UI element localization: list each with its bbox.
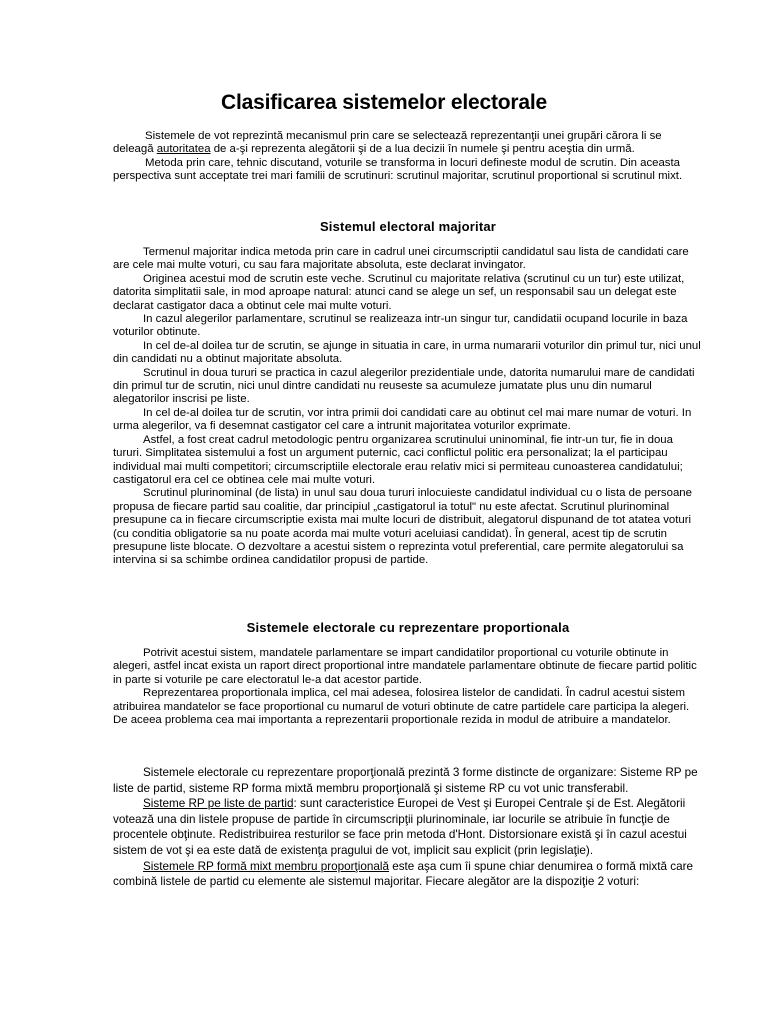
majoritar-paragraph: Termenul majoritar indica metoda prin care in cadrul unei circumscriptii candidatul sau lista de candidati care are cele mai multe voturi, cu sau fara majoritate absoluta, este declarat invingator. <box>113 246 689 272</box>
forme-text: : sunt caracteristice Europei de Vest şi Europei Centrale şi de Est. Alegătorii votează una din listele propuse de partide în circumscripţii plurinominale, iar locurile se atribuie în funcţie de procentele obţinute. Redistribuirea resturilor se face prin metoda d'Hont. Distorsionare există şi în cazul acestui sistem de vot şi ea este dată de existenţa pragului de vot, implicit sau explicit (prin legislaţie). <box>113 797 687 857</box>
majoritar-paragraph: In cazul alegerilor parlamentare, scrutinul se realizeaza intr-un singur tur, candidatii ocupand locurile in baza voturilor obtinute. <box>113 313 688 339</box>
majoritar-section <box>113 246 703 568</box>
majoritar-paragraph: Originea acestui mod de scrutin este veche. Scrutinul cu majoritate relativa (scrutinul cu un tur) este utilizat, datorita simplitatii sale, in mod aproape natural: atunci cand se alege un sef, un responsabil sau un delegat este declarat castigator daca a obtinut cele mai multe voturi. <box>113 272 685 312</box>
forme-section <box>113 765 703 890</box>
section-heading-majoritar: Sistemul electoral majoritar <box>319 219 497 234</box>
majoritar-paragraph: Scrutinul plurinominal (de lista) in unul sau doua tururi inlocuieste candidatul individual cu o lista de persoane propusa de fiecare partid sau coalitie, dar principiul „castigatorul ia totul" nu este afectat. Scrutinul plurinominal presupune ca in fiecare circumscriptie exista mai multe locuri de distribuit, alegatorul dispunand de tot atatea voturi (cu conditia obligatorie sa nu poate acorda mai multe voturi aceluiasi candidat). În general, acest tip de scrutin presupune liste blocate. O dezvoltare a acestui sistem o reprezinta votul preferential, care permite alegatorului sa intervina si sa schimbe ordinea candidatilor propusi de partide. <box>113 487 692 567</box>
autoritatea-link[interactable]: autoritatea <box>156 143 211 156</box>
intro-paragraph-1 <box>113 130 703 157</box>
majoritar-heading-wrap <box>113 219 703 234</box>
intro-paragraph-2: Metoda prin care, tehnic discutand, voturile se transforma in locuri defineste modul de scrutin. Din aceasta perspectiva sunt acceptate trei mari familii de scrutinuri: scrutinul majoritar, scrutinul proportional si scrutinul mixt. <box>113 156 683 183</box>
majoritar-paragraph: In cel de-al doilea tur de scrutin, vor intra primii doi candidati care au obtinut cel mai mare numar de voturi. In urma alegerilor, va fi desemnat castigator cel care a intrunit majoritatea voturilor exprimate. <box>113 406 692 433</box>
forme-text: este aşa cum îi spune chiar denumirea o formă mixtă care combină listele de partid cu elemente ale sistemul majoritar. Fiecare alegător are la dispoziţie 2 voturi: <box>113 859 693 889</box>
majoritar-paragraph: Scrutinul in doua tururi se practica in cazul alegerilor prezidentiale unde, datorita numarului mare de candidati din primul tur de scrutin, nici unul dintre candidati nu reuseste sa acumuleze jumatate plus unu din numarul alegatorilor inscrisi pe liste. <box>113 366 695 406</box>
sisteme-rp-liste-link[interactable]: Sisteme RP pe liste de partid <box>143 797 294 811</box>
forme-paragraph-3 <box>113 859 703 890</box>
intro-section <box>113 130 703 184</box>
intro-text-cont: de a-şi reprezenta alegătorii şi de a lua decizii în numele şi pentru aceştia din urmă. <box>210 143 635 156</box>
forme-paragraph-1: Sistemele electorale cu reprezentare proporţională prezintă 3 forme distincte de organizare: Sisteme RP pe liste de partid, sisteme RP forma mixtă membru proporţională şi sisteme RP cu vot unic transferabil. <box>113 766 698 795</box>
proportional-paragraph: Potrivit acestui sistem, mandatele parlamentare se impart candidatilor proportional cu voturile obtinute in alegeri, astfel incat exista un raport direct proportional intre mandatele parlamentare obtinute de fiecare partid politic in parte si voturile pe care electoratul le-a dat acestor partide. <box>113 647 697 686</box>
sisteme-rp-mixt-link[interactable]: Sistemele RP formă mixt membru proporţională <box>143 859 389 873</box>
proportional-section <box>113 647 703 727</box>
proportional-heading-wrap <box>113 620 703 635</box>
page-title: Clasificarea sistemelor electorale <box>221 91 547 114</box>
section-heading-proportional: Sistemele electorale cu reprezentare proportionala <box>246 620 570 635</box>
forme-paragraph-2 <box>113 796 703 858</box>
majoritar-paragraph: In cel de-al doilea tur de scrutin, se ajunge in situatia in care, in urma numararii voturilor din primul tur, nici unul din candidati nu a obtinut majoritate absoluta. <box>113 339 701 366</box>
majoritar-paragraph: Astfel, a fost creat cadrul metodologic pentru organizarea scrutinului uninominal, fie intr-un tur, fie in doua tururi. Simplitatea sistemului a fost un argument puternic, caci conflictul politic era personalizat; la el participau individual mai multi competitori; circumscriptiile electorale erau relativ mici si permiteau cunoasterea candidatului; castigatorul era cel ce obtinea cele mai multe voturi. <box>113 433 683 486</box>
proportional-paragraph: Reprezentarea proportionala implica, cel mai adesea, folosirea listelor de candidati. În cadrul acestui sistem atribuirea mandatelor se face proportional cu numarul de voturi obtinute de catre partidele care participa la alegeri. De aceea problema cea mai importanta a reprezentarii proportionale rezida in modul de atribuire a mandatelor. <box>113 687 690 727</box>
intro-text: Sistemele de vot reprezintă mecanismul prin care se selectează reprezentanţii unei grupări cărora li se deleagă <box>113 130 662 156</box>
